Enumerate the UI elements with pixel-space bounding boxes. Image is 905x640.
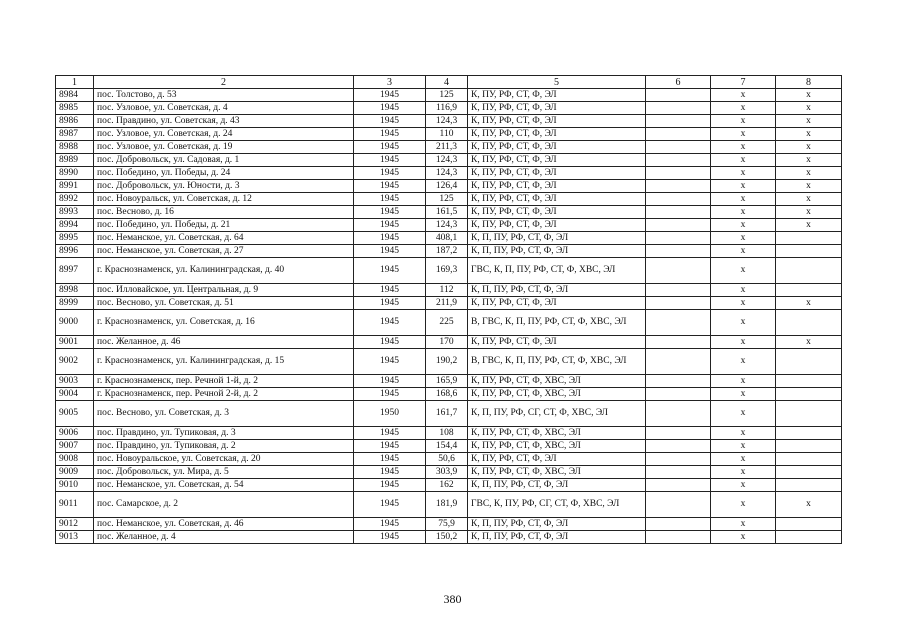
column-header: 8 [776, 76, 842, 89]
area-cell: 50,6 [426, 453, 468, 466]
address-cell: пос. Добровольск, ул. Садовая, д. 1 [94, 154, 354, 167]
area-cell: 124,3 [426, 219, 468, 232]
table-row [56, 492, 842, 518]
column-7-mark: х [711, 388, 776, 401]
column-7-mark: х [711, 297, 776, 310]
area-cell: 154,4 [426, 440, 468, 453]
table-row [56, 388, 842, 401]
area-cell: 187,2 [426, 245, 468, 258]
column-6-cell [646, 180, 711, 193]
row-number: 9004 [56, 388, 94, 401]
systems-cell: К, ПУ, РФ, СТ, Ф, ХВС, ЭЛ [468, 440, 646, 453]
row-number: 8985 [56, 102, 94, 115]
table-row [56, 531, 842, 544]
header-row [56, 76, 842, 89]
address-cell: пос. Узловое, ул. Советская, д. 24 [94, 128, 354, 141]
systems-cell: К, П, ПУ, РФ, СТ, Ф, ЭЛ [468, 479, 646, 492]
year-cell: 1945 [354, 219, 426, 232]
column-8-mark: х [776, 141, 842, 154]
table-row [56, 193, 842, 206]
column-7-mark: х [711, 128, 776, 141]
column-7-mark: х [711, 89, 776, 102]
address-cell: пос. Добровольск, ул. Мира, д. 5 [94, 466, 354, 479]
address-cell: пос. Желанное, д. 46 [94, 336, 354, 349]
systems-cell: В, ГВС, К, П, ПУ, РФ, СТ, Ф, ХВС, ЭЛ [468, 310, 646, 336]
year-cell: 1945 [354, 284, 426, 297]
table-row [56, 284, 842, 297]
area-cell: 161,5 [426, 206, 468, 219]
systems-cell: К, П, ПУ, РФ, СТ, Ф, ЭЛ [468, 518, 646, 531]
year-cell: 1945 [354, 518, 426, 531]
year-cell: 1945 [354, 440, 426, 453]
address-cell: пос. Весново, ул. Советская, д. 3 [94, 401, 354, 427]
column-7-mark: х [711, 141, 776, 154]
table-row [56, 518, 842, 531]
year-cell: 1945 [354, 206, 426, 219]
column-8-mark [776, 349, 842, 375]
column-8-mark: х [776, 206, 842, 219]
column-6-cell [646, 284, 711, 297]
year-cell: 1945 [354, 258, 426, 284]
column-6-cell [646, 336, 711, 349]
column-7-mark: х [711, 531, 776, 544]
address-cell: пос. Правдино, ул. Тупиковая, д. 3 [94, 427, 354, 440]
column-8-mark: х [776, 180, 842, 193]
column-6-cell [646, 89, 711, 102]
row-number: 9011 [56, 492, 94, 518]
year-cell: 1945 [354, 375, 426, 388]
column-header: 5 [468, 76, 646, 89]
address-cell: пос. Победино, ул. Победы, д. 24 [94, 167, 354, 180]
address-cell: пос. Желанное, д. 4 [94, 531, 354, 544]
area-cell: 303,9 [426, 466, 468, 479]
column-7-mark: х [711, 284, 776, 297]
column-8-mark [776, 245, 842, 258]
table-row [56, 375, 842, 388]
area-cell: 110 [426, 128, 468, 141]
systems-cell: К, ПУ, РФ, СТ, Ф, ЭЛ [468, 128, 646, 141]
table-row [56, 89, 842, 102]
row-number: 8993 [56, 206, 94, 219]
systems-cell: К, ПУ, РФ, СТ, Ф, ЭЛ [468, 219, 646, 232]
table-row [56, 336, 842, 349]
address-cell: пос. Самарское, д. 2 [94, 492, 354, 518]
column-8-mark: х [776, 492, 842, 518]
year-cell: 1945 [354, 180, 426, 193]
row-number: 8991 [56, 180, 94, 193]
column-7-mark: х [711, 349, 776, 375]
year-cell: 1945 [354, 89, 426, 102]
column-7-mark: х [711, 336, 776, 349]
row-number: 8984 [56, 89, 94, 102]
column-8-mark: х [776, 297, 842, 310]
address-cell: пос. Узловое, ул. Советская, д. 4 [94, 102, 354, 115]
year-cell: 1945 [354, 102, 426, 115]
area-cell: 169,3 [426, 258, 468, 284]
column-6-cell [646, 349, 711, 375]
column-6-cell [646, 466, 711, 479]
column-6-cell [646, 232, 711, 245]
row-number: 9003 [56, 375, 94, 388]
column-8-mark: х [776, 102, 842, 115]
column-7-mark: х [711, 453, 776, 466]
column-6-cell [646, 258, 711, 284]
column-6-cell [646, 206, 711, 219]
area-cell: 125 [426, 89, 468, 102]
address-cell: г. Краснознаменск, пер. Речной 2-й, д. 2 [94, 388, 354, 401]
area-cell: 165,9 [426, 375, 468, 388]
column-7-mark: х [711, 245, 776, 258]
year-cell: 1945 [354, 349, 426, 375]
systems-cell: К, ПУ, РФ, СТ, Ф, ХВС, ЭЛ [468, 375, 646, 388]
address-cell: пос. Узловое, ул. Советская, д. 19 [94, 141, 354, 154]
column-7-mark: х [711, 258, 776, 284]
table-row [56, 128, 842, 141]
row-number: 8994 [56, 219, 94, 232]
column-8-mark [776, 388, 842, 401]
row-number: 8986 [56, 115, 94, 128]
address-cell: пос. Неманское, ул. Советская, д. 27 [94, 245, 354, 258]
systems-cell: К, П, ПУ, РФ, СТ, Ф, ЭЛ [468, 232, 646, 245]
column-7-mark: х [711, 206, 776, 219]
row-number: 8990 [56, 167, 94, 180]
column-8-mark [776, 466, 842, 479]
year-cell: 1945 [354, 492, 426, 518]
page-number: 380 [443, 592, 462, 606]
systems-cell: К, ПУ, РФ, СТ, Ф, ЭЛ [468, 297, 646, 310]
column-8-mark [776, 479, 842, 492]
column-7-mark: х [711, 115, 776, 128]
table-row [56, 349, 842, 375]
address-cell: г. Краснознаменск, ул. Калининградская, д. 40 [94, 258, 354, 284]
area-cell: 211,3 [426, 141, 468, 154]
address-cell: пос. Новоуральское, ул. Советская, д. 20 [94, 453, 354, 466]
column-8-mark: х [776, 89, 842, 102]
area-cell: 116,9 [426, 102, 468, 115]
address-cell: пос. Новоуральск, ул. Советская, д. 12 [94, 193, 354, 206]
row-number: 8996 [56, 245, 94, 258]
address-cell: пос. Неманское, ул. Советская, д. 54 [94, 479, 354, 492]
year-cell: 1945 [354, 141, 426, 154]
table-row [56, 310, 842, 336]
area-cell: 125 [426, 193, 468, 206]
table-row [56, 453, 842, 466]
systems-cell: К, ПУ, РФ, СТ, Ф, ЭЛ [468, 206, 646, 219]
address-cell: пос. Правдино, ул. Тупиковая, д. 2 [94, 440, 354, 453]
column-8-mark [776, 401, 842, 427]
row-number: 9002 [56, 349, 94, 375]
systems-cell: К, ПУ, РФ, СТ, Ф, ЭЛ [468, 193, 646, 206]
column-6-cell [646, 297, 711, 310]
address-cell: г. Краснознаменск, пер. Речной 1-й, д. 2 [94, 375, 354, 388]
systems-cell: К, ПУ, РФ, СТ, Ф, ЭЛ [468, 115, 646, 128]
column-6-cell [646, 141, 711, 154]
column-8-mark [776, 375, 842, 388]
year-cell: 1945 [354, 232, 426, 245]
address-cell: пос. Неманское, ул. Советская, д. 46 [94, 518, 354, 531]
column-header: 4 [426, 76, 468, 89]
systems-cell: К, ПУ, РФ, СТ, Ф, ЭЛ [468, 453, 646, 466]
column-7-mark: х [711, 466, 776, 479]
column-8-mark: х [776, 336, 842, 349]
column-6-cell [646, 518, 711, 531]
table-row [56, 258, 842, 284]
column-8-mark: х [776, 154, 842, 167]
table-row [56, 102, 842, 115]
table-row [56, 115, 842, 128]
systems-cell: К, ПУ, РФ, СТ, Ф, ЭЛ [468, 154, 646, 167]
row-number: 9006 [56, 427, 94, 440]
column-6-cell [646, 128, 711, 141]
column-7-mark: х [711, 310, 776, 336]
column-7-mark: х [711, 401, 776, 427]
address-cell: пос. Победино, ул. Победы, д. 21 [94, 219, 354, 232]
column-6-cell [646, 531, 711, 544]
table-row [56, 219, 842, 232]
column-header: 7 [711, 76, 776, 89]
systems-cell: К, ПУ, РФ, СТ, Ф, ЭЛ [468, 141, 646, 154]
column-header: 6 [646, 76, 711, 89]
column-7-mark: х [711, 427, 776, 440]
column-header: 3 [354, 76, 426, 89]
column-7-mark: х [711, 102, 776, 115]
column-6-cell [646, 492, 711, 518]
year-cell: 1945 [354, 193, 426, 206]
year-cell: 1945 [354, 479, 426, 492]
column-8-mark [776, 427, 842, 440]
address-cell: пос. Добровольск, ул. Юности, д. 3 [94, 180, 354, 193]
area-cell: 124,3 [426, 115, 468, 128]
column-6-cell [646, 479, 711, 492]
column-8-mark [776, 310, 842, 336]
systems-cell: К, ПУ, РФ, СТ, Ф, ЭЛ [468, 180, 646, 193]
column-6-cell [646, 310, 711, 336]
row-number: 9001 [56, 336, 94, 349]
row-number: 8992 [56, 193, 94, 206]
area-cell: 112 [426, 284, 468, 297]
row-number: 9012 [56, 518, 94, 531]
area-cell: 124,3 [426, 167, 468, 180]
systems-cell: К, П, ПУ, РФ, СГ, СТ, Ф, ХВС, ЭЛ [468, 401, 646, 427]
column-7-mark: х [711, 180, 776, 193]
column-8-mark: х [776, 219, 842, 232]
table-row [56, 245, 842, 258]
column-6-cell [646, 245, 711, 258]
year-cell: 1945 [354, 115, 426, 128]
year-cell: 1945 [354, 154, 426, 167]
systems-cell: К, П, ПУ, РФ, СТ, Ф, ЭЛ [468, 245, 646, 258]
column-6-cell [646, 375, 711, 388]
column-8-mark [776, 440, 842, 453]
column-8-mark [776, 284, 842, 297]
systems-cell: К, ПУ, РФ, СТ, Ф, ЭЛ [468, 89, 646, 102]
area-cell: 225 [426, 310, 468, 336]
table-row [56, 232, 842, 245]
area-cell: 150,2 [426, 531, 468, 544]
table-row [56, 180, 842, 193]
column-8-mark: х [776, 115, 842, 128]
systems-cell: К, П, ПУ, РФ, СТ, Ф, ЭЛ [468, 531, 646, 544]
column-header: 2 [94, 76, 354, 89]
year-cell: 1945 [354, 531, 426, 544]
row-number: 8987 [56, 128, 94, 141]
column-8-mark [776, 518, 842, 531]
column-7-mark: х [711, 167, 776, 180]
table-row [56, 206, 842, 219]
systems-cell: К, ПУ, РФ, СТ, Ф, ХВС, ЭЛ [468, 466, 646, 479]
year-cell: 1945 [354, 167, 426, 180]
year-cell: 1945 [354, 310, 426, 336]
address-cell: пос. Толстово, д. 53 [94, 89, 354, 102]
column-6-cell [646, 115, 711, 128]
year-cell: 1945 [354, 297, 426, 310]
column-8-mark [776, 258, 842, 284]
systems-cell: К, П, ПУ, РФ, СТ, Ф, ЭЛ [468, 284, 646, 297]
year-cell: 1945 [354, 453, 426, 466]
column-6-cell [646, 193, 711, 206]
area-cell: 408,1 [426, 232, 468, 245]
area-cell: 124,3 [426, 154, 468, 167]
area-cell: 108 [426, 427, 468, 440]
year-cell: 1945 [354, 466, 426, 479]
column-7-mark: х [711, 193, 776, 206]
column-6-cell [646, 388, 711, 401]
table-row [56, 401, 842, 427]
area-cell: 190,2 [426, 349, 468, 375]
systems-cell: К, ПУ, РФ, СТ, Ф, ЭЛ [468, 167, 646, 180]
systems-cell: К, ПУ, РФ, СТ, Ф, ЭЛ [468, 336, 646, 349]
housing-register-table [55, 75, 842, 544]
row-number: 9008 [56, 453, 94, 466]
column-8-mark: х [776, 193, 842, 206]
area-cell: 168,6 [426, 388, 468, 401]
area-cell: 181,9 [426, 492, 468, 518]
column-7-mark: х [711, 375, 776, 388]
address-cell: пос. Весново, ул. Советская, д. 51 [94, 297, 354, 310]
column-6-cell [646, 427, 711, 440]
year-cell: 1945 [354, 245, 426, 258]
year-cell: 1945 [354, 388, 426, 401]
systems-cell: К, ПУ, РФ, СТ, Ф, ЭЛ [468, 102, 646, 115]
year-cell: 1950 [354, 401, 426, 427]
area-cell: 126,4 [426, 180, 468, 193]
address-cell: пос. Правдино, ул. Советская, д. 43 [94, 115, 354, 128]
row-number: 9000 [56, 310, 94, 336]
row-number: 8999 [56, 297, 94, 310]
column-7-mark: х [711, 154, 776, 167]
year-cell: 1945 [354, 427, 426, 440]
column-8-mark: х [776, 128, 842, 141]
address-cell: г. Краснознаменск, ул. Советская, д. 16 [94, 310, 354, 336]
column-7-mark: х [711, 219, 776, 232]
year-cell: 1945 [354, 128, 426, 141]
column-6-cell [646, 154, 711, 167]
column-7-mark: х [711, 232, 776, 245]
table-row [56, 440, 842, 453]
systems-cell: ГВС, К, П, ПУ, РФ, СТ, Ф, ХВС, ЭЛ [468, 258, 646, 284]
systems-cell: ГВС, К, ПУ, РФ, СГ, СТ, Ф, ХВС, ЭЛ [468, 492, 646, 518]
table-row [56, 167, 842, 180]
row-number: 8998 [56, 284, 94, 297]
column-6-cell [646, 219, 711, 232]
address-cell: пос. Илловайское, ул. Центральная, д. 9 [94, 284, 354, 297]
area-cell: 75,9 [426, 518, 468, 531]
column-7-mark: х [711, 492, 776, 518]
column-8-mark [776, 531, 842, 544]
row-number: 8995 [56, 232, 94, 245]
table-row [56, 466, 842, 479]
column-7-mark: х [711, 518, 776, 531]
column-6-cell [646, 401, 711, 427]
area-cell: 170 [426, 336, 468, 349]
row-number: 8997 [56, 258, 94, 284]
table-row [56, 479, 842, 492]
table-row [56, 427, 842, 440]
column-header: 1 [56, 76, 94, 89]
column-8-mark: х [776, 167, 842, 180]
address-cell: пос. Весново, д. 16 [94, 206, 354, 219]
systems-cell: К, ПУ, РФ, СТ, Ф, ХВС, ЭЛ [468, 388, 646, 401]
row-number: 9013 [56, 531, 94, 544]
column-6-cell [646, 440, 711, 453]
column-6-cell [646, 453, 711, 466]
table-row [56, 297, 842, 310]
column-6-cell [646, 102, 711, 115]
table-row [56, 154, 842, 167]
area-cell: 211,9 [426, 297, 468, 310]
column-8-mark [776, 232, 842, 245]
column-7-mark: х [711, 440, 776, 453]
row-number: 9009 [56, 466, 94, 479]
column-7-mark: х [711, 479, 776, 492]
year-cell: 1945 [354, 336, 426, 349]
area-cell: 162 [426, 479, 468, 492]
systems-cell: К, ПУ, РФ, СТ, Ф, ХВС, ЭЛ [468, 427, 646, 440]
row-number: 9005 [56, 401, 94, 427]
row-number: 9007 [56, 440, 94, 453]
systems-cell: В, ГВС, К, П, ПУ, РФ, СТ, Ф, ХВС, ЭЛ [468, 349, 646, 375]
column-6-cell [646, 167, 711, 180]
row-number: 8988 [56, 141, 94, 154]
row-number: 8989 [56, 154, 94, 167]
column-8-mark [776, 453, 842, 466]
row-number: 9010 [56, 479, 94, 492]
address-cell: пос. Неманское, ул. Советская, д. 64 [94, 232, 354, 245]
area-cell: 161,7 [426, 401, 468, 427]
address-cell: г. Краснознаменск, ул. Калининградская, д. 15 [94, 349, 354, 375]
table-row [56, 141, 842, 154]
